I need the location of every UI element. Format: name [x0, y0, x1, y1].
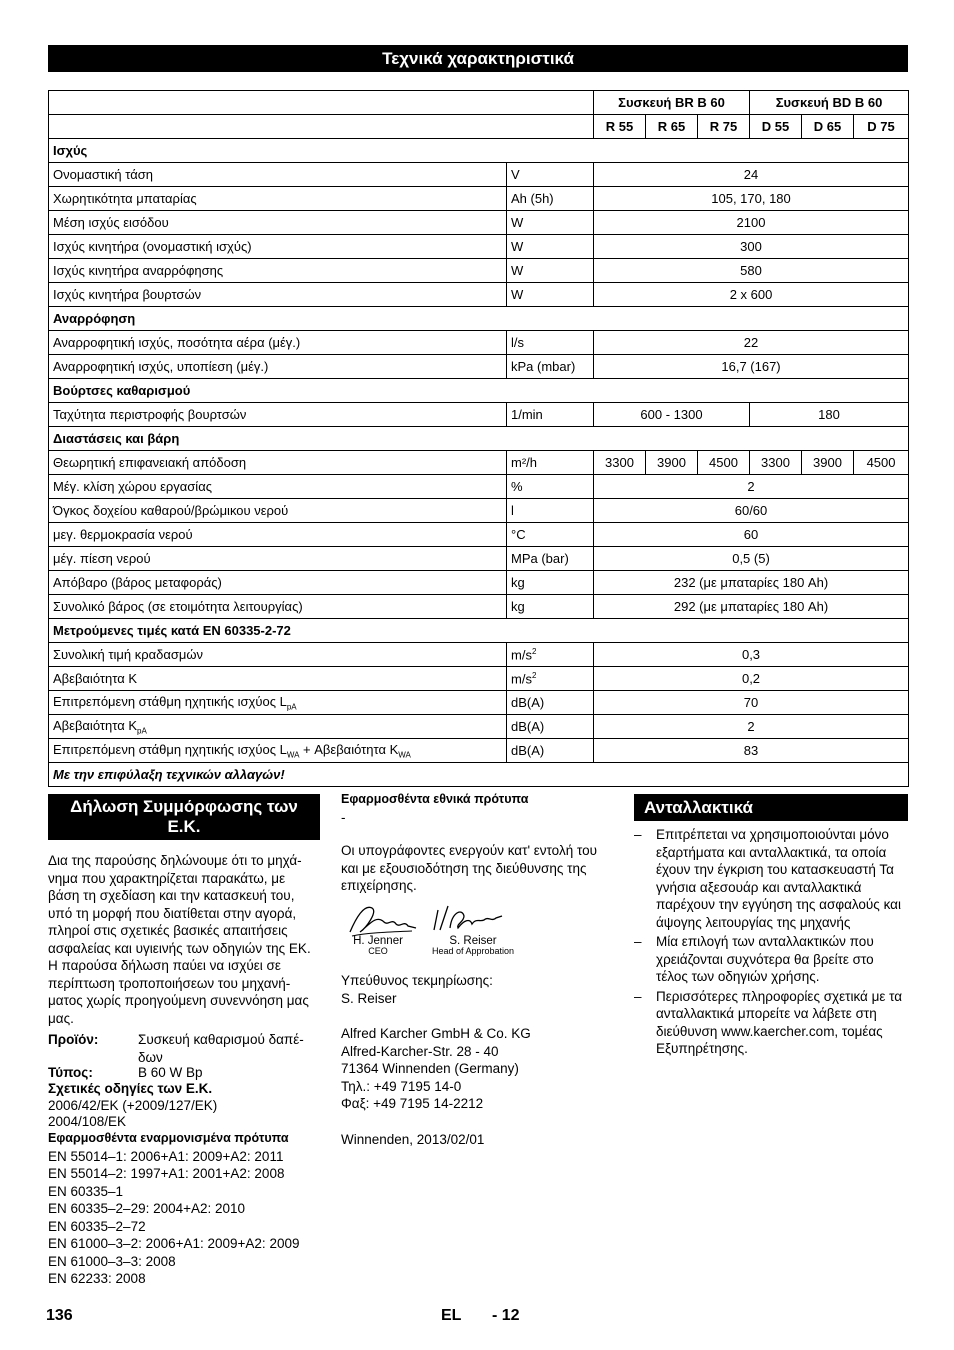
table-row: Ταχύτητα περιστροφής βουρτσών 1/min 600 - 1300 180 [49, 403, 909, 427]
directive-item: 2004/108/EK [48, 1113, 127, 1129]
model-header: R 55 [594, 115, 646, 139]
table-row: Ισχύς κινητήρα βουρτσών W 2 x 600 [49, 283, 909, 307]
model-header: D 75 [854, 115, 909, 139]
table-row: μέγ. πίεση νερού MPa (bar) 0,5 (5) [49, 547, 909, 571]
table-row: Συνολική τιμή κραδασμών $m/s^2$ 0,3 [49, 643, 909, 667]
list-item: – Περισσότερες πληροφορίες σχετικά με τα ανταλλακτικά μπορείτε να λάβετε στη διεύθυνση www.kaercher.com, τομέας Εξυπηρέτησης. [634, 988, 903, 1056]
table-row: Θεωρητική επιφανειακή απόδοση m²/h 3300 3900 4500 3300 3900 4500 [49, 451, 909, 475]
product-line: Προϊόν: Συσκευή καθαρισμού δαπέ-δων [48, 1032, 304, 1065]
standard-item: EN 62233: 2008 [48, 1271, 146, 1286]
national-standards-title: Εφαρμοσθέντα εθνικά πρότυπα [341, 792, 529, 806]
table-row: Ισχύς κινητήρα αναρρόφησης W 580 [49, 259, 909, 283]
list-item: – Επιτρέπεται να χρησιμοποιούνται μόνο εξαρτήματα και ανταλλακτικά, τα οποία έχουν την έγκριση του κατασκευαστή Τα γνήσια αξεσουάρ και ανταλλακτικά παρέχουν την εγγύηση της ασφαλούς και άψογης λειτουργίας της μηχανής [634, 827, 901, 930]
declaration-title: Δήλωση Συμμόρφωσης των Ε.Κ. [48, 794, 320, 840]
table-row: Επιτρεπόμενη στάθμη ηχητικής ισχύος $L_{pA}$ dB(A) 70 [49, 691, 909, 715]
table-row: Ισχύς κινητήρα (ονομαστική ισχύς) W 300 [49, 235, 909, 259]
technical-changes-note: Με την επιφύλαξη τεχνικών αλλαγών! [49, 763, 909, 787]
list-item: – Μία επιλογή των ανταλλακτικών που χρειάζονται συχνότερα θα βρείτε στο τέλος των οδηγιών χρήσης. [634, 934, 874, 984]
standard-item: EN 61000–3–2: 2006+A1: 2009+A2: 2009 [48, 1236, 300, 1251]
section-row-measured: Μετρούμενες τιμές κατά EN 60335-2-72 [49, 619, 909, 643]
table-row: μεγ. θερμοκρασία νερού °C 60 [49, 523, 909, 547]
directives-title: Σχετικές οδηγίες των Ε.Κ. [48, 1080, 213, 1096]
signer-1: H. Jenner CEO [353, 935, 403, 956]
page-number: 136 [46, 1307, 73, 1324]
table-row: Αβεβαιότητα $K_{pA}$ dB(A) 2 [49, 715, 909, 739]
section-page-number: - 12 [492, 1307, 520, 1324]
signer-2: S. Reiser Head of Approbation [431, 935, 515, 956]
standard-item: EN 61000–3–3: 2008 [48, 1253, 176, 1269]
declaration-body: Δια της παρούσης δηλώνουμε ότι το μηχά-νημα που χαρακτηρίζεται παρακάτω, με βάση τη σχεδίαση και την κατασκευή του, υπό τη μορφή που διατίθεται στην αγορά, πληροί στις σχετικές βασικές απαιτήσεις ασφαλείας και υγιεινής των οδηγιών της ΕΚ. Η παρούσα δήλωση παύει να ισχύει σε περίπτωση τροποποιήσεων του μηχανή-ματος χωρίς προηγούμενη συνεννόηση μας μας. [48, 853, 311, 1026]
spares-column [634, 794, 908, 1060]
table-row: Χωρητικότητα μπαταρίας Ah (5h) 105, 170, 180 [49, 187, 909, 211]
section-row-suction: Αναρρόφηση [49, 307, 909, 331]
table-row: Μέγ. κλίση χώρου εργασίας % 2 [49, 475, 909, 499]
section-title-technical-data: Τεχνικά χαρακτηριστικά [48, 45, 908, 72]
contact-block: Υπεύθυνος τεκμηρίωσης: S. Reiser Alfred Karcher GmbH & Co. KG Alfred-Karcher-Str. 28 - 40 71364 Winnenden (Germany) Τηλ.: +49 7195 14-0 Φαξ: +49 7195 14-2212 Winnenden, 2013/02/01 [341, 973, 531, 1147]
signatories-text: Οι υπογράφοντες ενεργούν κατ' εντολή του και με εξουσιοδότηση της διεύθυνσης της επιχείρησης. [341, 843, 597, 893]
signature-reiser-image [428, 900, 508, 938]
table-row: Αναρροφητική ισχύς, ποσότητα αέρα (μέγ.) l/s 22 [49, 331, 909, 355]
table-row: Ονομαστική τάση V 24 [49, 163, 909, 187]
spares-list [634, 826, 908, 1058]
national-standards-value: - [341, 809, 346, 825]
model-header: R 65 [646, 115, 698, 139]
standard-item: EN 55014–2: 1997+A1: 2001+A2: 2008 [48, 1166, 285, 1181]
directive-item: 2006/42/EK (+2009/127/EK) [48, 1098, 218, 1113]
standard-item: EN 60335–2–72 [48, 1218, 146, 1234]
spares-title: Ανταλλακτικά [634, 794, 908, 821]
group-header-br: Συσκευή BR B 60 [594, 91, 750, 115]
declaration-column [48, 794, 320, 1288]
table-row: Όγκος δοχείου καθαρού/βρώμικου νερού l 60/60 [49, 499, 909, 523]
table-row: Απόβαρο (βάρος μεταφοράς) kg 232 (με μπαταρίες 180 Ah) [49, 571, 909, 595]
table-row: Αβεβαιότητα K $m/s^2$ 0,2 [49, 667, 909, 691]
table-header-blank [49, 115, 594, 139]
standard-item: EN 60335–1 [48, 1183, 124, 1199]
harmonised-title: Εφαρμοσθέντα εναρμονισμένα πρότυπα [48, 1131, 289, 1145]
language-code: EL [441, 1307, 462, 1324]
group-header-bd: Συσκευή BD B 60 [750, 91, 909, 115]
model-header: R 75 [698, 115, 750, 139]
model-header: D 55 [750, 115, 802, 139]
model-header: D 65 [802, 115, 854, 139]
table-row: Μέση ισχύς εισόδου W 2100 [49, 211, 909, 235]
section-row-brushes: Βούρτσες καθαρισμού [49, 379, 909, 403]
standard-item: EN 60335–2–29: 2004+A2: 2010 [48, 1201, 246, 1216]
type-line: Τύπος: B 60 W Bp [48, 1065, 203, 1080]
signature-column [341, 791, 613, 895]
table-row: Συνολικό βάρος (σε ετοιμότητα λειτουργίας) kg 292 (με μπαταρίες 180 Ah) [49, 595, 909, 619]
table-header-blank [49, 91, 594, 115]
section-row-dimensions: Διαστάσεις και βάρη [49, 427, 909, 451]
technical-data-table [48, 90, 909, 787]
table-row: Επιτρεπόμενη στάθμη ηχητικής ισχύος $L_{WA} + A\beta\varepsilon\beta\alpha\iota ό\tau\eta\tau\alpha$ $K_{WA}$ dB(A) 83 [49, 739, 909, 763]
table-row: Αναρροφητική ισχύς, υποπίεση (μέγ.) kPa (mbar) 16,7 (167) [49, 355, 909, 379]
standard-item: EN 55014–1: 2006+A1: 2009+A2: 2011 [48, 1148, 284, 1164]
section-row-power: Ισχύς [49, 139, 909, 163]
